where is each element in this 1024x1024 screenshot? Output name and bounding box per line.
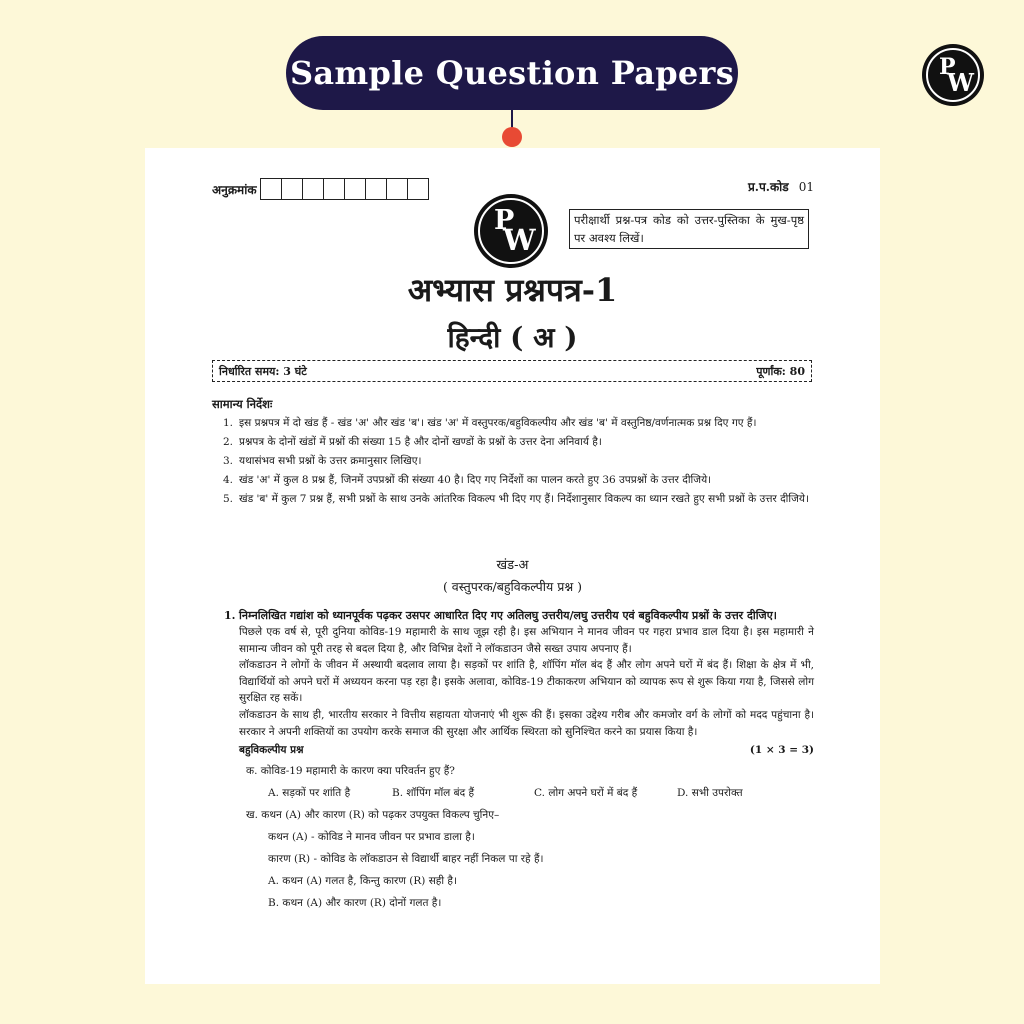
- passage: [239, 624, 814, 740]
- paper-title: अभ्यास प्रश्नपत्र-1: [407, 271, 618, 309]
- time-marks-bar: [212, 360, 812, 382]
- passage-para: लॉकडाउन के साथ ही, भारतीय सरकार ने वित्तीय सहायता योजनाएं भी शुरू की हैं। इसका उद्देश्य गरीब और कमजोर वर्ग के लोगों को मदद पहुंचाना है। सरकार ने अपनी शक्तियों का उपयोग करके समाज की सुरक्षा और आर्थिक स्थिरता को सुनिश्चित करने का प्रयास किया है।: [239, 708, 814, 738]
- paper-code: प्र.प.कोड 01: [747, 180, 814, 194]
- time-label: निर्धारित समय: 3 घंटे: [219, 364, 307, 378]
- question-paper: [145, 148, 880, 984]
- roll-boxes: [261, 178, 429, 200]
- section-subtitle: ( वस्तुपरक/बहुविकल्पीय प्रश्न ): [442, 579, 583, 594]
- list-item: 1. इस प्रश्नपत्र में दो खंड हैं - खंड 'अ' और खंड 'ब'। खंड 'अ' में वस्तुपरक/बहुविकल्पीय और खंड 'ब' में वस्तुनिष्ठ/वर्णनात्मक प्रश्न दिए गए हैं।: [223, 417, 757, 429]
- instructions-list: [223, 416, 815, 511]
- pw-logo-icon: P W: [474, 194, 548, 268]
- option: D. सभी उपरोक्त: [677, 787, 743, 800]
- roll-label: अनुक्रमांक: [212, 182, 257, 197]
- question-1: [224, 608, 814, 911]
- list-item: 3. यथासंभव सभी प्रश्नों के उत्तर क्रमानुसार लिखिए।: [223, 455, 422, 467]
- list-item: 5. खंड 'ब' में कुल 7 प्रश्न हैं, सभी प्रश्नों के साथ उनके आंतरिक विकल्प भी दिए गए हैं। निर्देशानुसार विकल्प का ध्यान रखते हुए सभी प्रश्नों के उत्तर दीजिये।: [223, 493, 809, 505]
- option: B. शॉपिंग मॉल बंद हैं: [392, 787, 475, 800]
- list-item: 2. प्रश्नपत्र के दोनों खंडों में प्रश्नों की संख्या 15 है और दोनों खण्डों के प्रश्नों के उत्तर देना अनिवार्य है।: [223, 436, 602, 448]
- code-note: परीक्षार्थी प्रश्न-पत्र कोड को उत्तर-पुस्तिका के मुख-पृष्ठ पर अवश्य लिखें।: [569, 209, 809, 249]
- options-a: [268, 785, 814, 801]
- marks-label: पूर्णांक: 80: [756, 364, 805, 378]
- passage-para: पिछले एक वर्ष से, पूरी दुनिया कोविड-19 महामारी के साथ जूझ रही है। इस अभियान ने मानव जीवन पर गहरा प्रभाव डाल दिया है। इस महामारी ने सामान्य जीवन को पूरी तरह से बदल दिया है, और विभिन्न देशों ने लॉकडाउन जैसे सख्त उपाय अपनाए हैं।: [239, 626, 814, 655]
- mcq-header: बहुविकल्पीय प्रश्न (1 × 3 = 3): [239, 744, 814, 757]
- option: C. लोग अपने घरों में बंद हैं: [534, 787, 638, 800]
- banner-title: Sample Question Papers: [286, 36, 738, 110]
- pw-logo-icon: P W: [922, 44, 984, 106]
- instructions-heading: सामान्य निर्देशः: [212, 397, 273, 411]
- roll-number: [212, 178, 429, 200]
- sub-question-b: ख. कथन (A) और कारण (R) को पढ़कर उपयुक्त विकल्प चुनिए– कथन (A) - कोविड ने मानव जीवन पर प्रभाव डाला है। कारण (R) - कोविड के लॉकडाउन से विद्यार्थी बाहर नहीं निकल पा रहे हैं। A. कथन (A) गलत है, किन्तु कारण (R) सही है। B. कथन (A) और कारण (R) दोनों गलत है।: [246, 809, 544, 910]
- section-title: खंड-अ: [496, 558, 529, 573]
- list-item: 4. खंड 'अ' में कुल 8 प्रश्न हैं, जिनमें उपप्रश्नों की संख्या 40 है। दिए गए निर्देशों का पालन करते हुए 36 उपप्रश्नों के उत्तर दीजिये।: [223, 474, 712, 486]
- paper-subtitle: हिन्दी ( अ ): [447, 321, 578, 354]
- passage-para: लॉकडाउन ने लोगों के जीवन में अस्थायी बदलाव लाया है। सड़कों पर शांति है, शॉपिंग मॉल बंद हैं और लोग अपने घरों में बंद हैं। शिक्षा के क्षेत्र में भी, विद्यार्थियों को अपने घरों में अध्ययन करना पड़ रहा है। इसके अलावा, कोविड-19 टीकाकरण अभियान को व्यापक रूप से शुरू किया गया है, जिससे लोग सुरक्षित रह सकें।: [239, 659, 814, 705]
- option: A. सड़कों पर शांति है: [268, 787, 351, 800]
- question-heading: 1. निम्नलिखित गद्यांश को ध्यानपूर्वक पढ़कर उसपर आधारित दिए गए अतिलघु उत्तरीय/लघु उत्तरीय एवं बहुविकल्पीय प्रश्नों के उत्तर दीजिए।: [224, 609, 777, 622]
- sub-question-a: क. कोविड-19 महामारी के कारण क्या परिवर्तन हुए हैं?: [246, 765, 455, 778]
- connector-dot: [502, 127, 522, 147]
